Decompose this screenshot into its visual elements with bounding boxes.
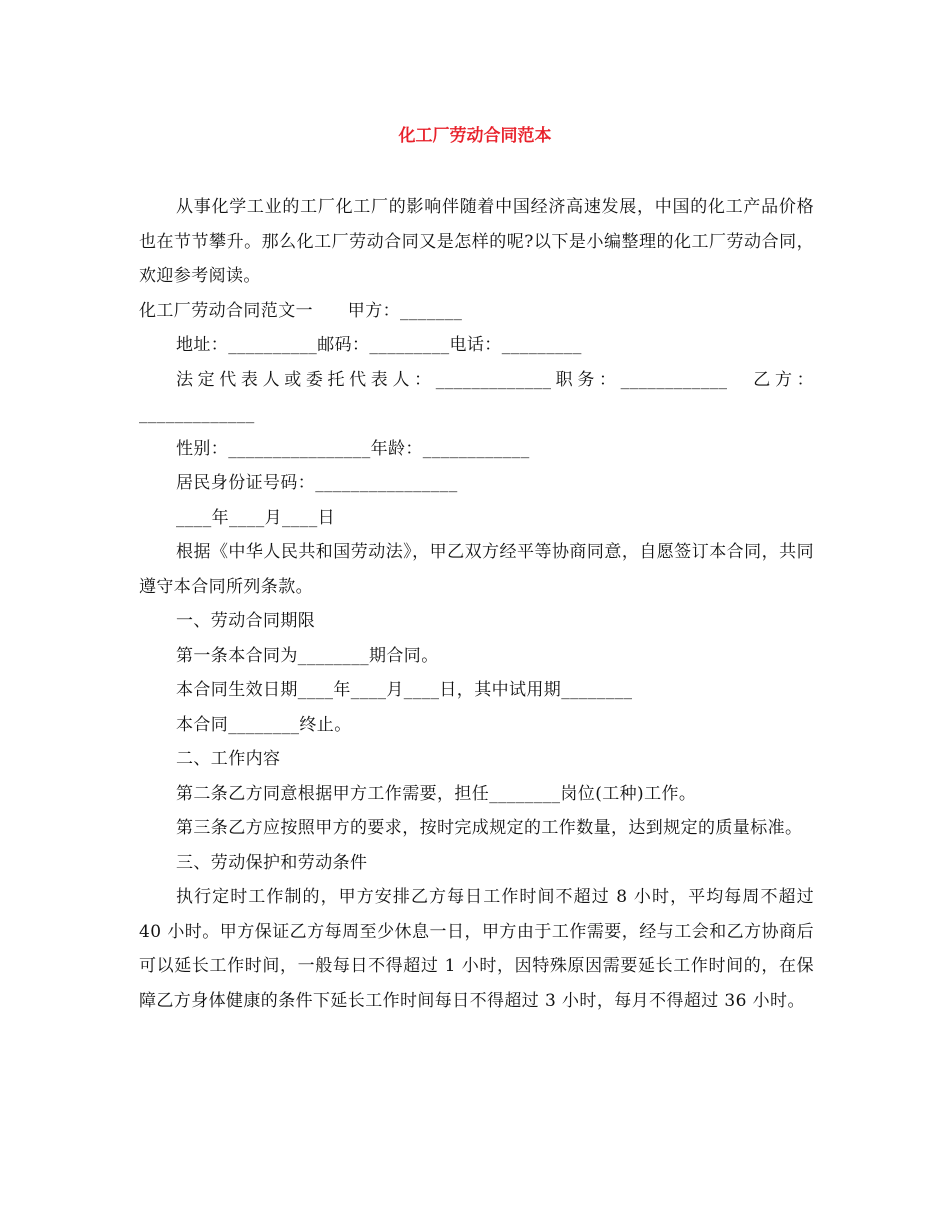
paragraph-article-2: 第二条乙方同意根据甲方工作需要，担任________岗位(工种)工作。 <box>176 783 697 804</box>
section-heading-term: 一、劳动合同期限 <box>176 611 316 631</box>
paragraph-termination: 本合同________终止。 <box>176 714 352 735</box>
paragraph-id-number: 居民身份证号码：________________ <box>176 473 458 493</box>
paragraph-date: ____年____月____日 <box>176 507 335 528</box>
paragraph-basis: 根据《中华人民共和国劳动法》，甲乙双方经平等协商同意，自愿签订本合同，共同遵守本合同所列条款。 <box>139 542 814 597</box>
section-heading-work: 二、工作内容 <box>176 749 281 769</box>
paragraph-address: 地址：__________邮码：_________电话：_________ <box>176 335 582 355</box>
paragraph-article-1: 第一条本合同为________期合同。 <box>176 645 439 666</box>
document-title: 化工厂劳动合同范本 <box>398 126 552 146</box>
paragraph-article-3: 第三条乙方应按照甲方的要求，按时完成规定的工作数量，达到规定的质量标准。 <box>176 818 803 838</box>
paragraph-intro: 从事化学工业的工厂化工厂的影响伴随着中国经济高速发展，中国的化工产品价格也在节节攀升。那么化工厂劳动合同又是怎样的呢?以下是小编整理的化工厂劳动合同，欢迎参考阅读。 <box>139 197 814 286</box>
paragraph-working-hours: 执行定时工作制的，甲方安排乙方每日工作时间不超过 8 小时，平均每周不超过 40 小时。甲方保证乙方每周至少休息一日，甲方由于工作需要，经与工会和乙方协商后可以延长工作时间，一般每日不得超过 1 小时，因特殊原因需要延长工作时间的，在保障乙方身体健康的条件下延长工作时间每日不得超过 3 小时，每月不得超过 36 小时。 <box>139 887 814 1011</box>
paragraph-gender-age: 性别：________________年龄：____________ <box>176 438 530 459</box>
paragraph-party-a: 化工厂劳动合同范文一 甲方：_______ <box>139 300 463 321</box>
paragraph-legal-rep: 法定代表人或委托代表人：_____________职务：____________ 乙方：_____________ <box>139 369 814 424</box>
paragraph-effective-date: 本合同生效日期____年____月____日，其中试用期________ <box>176 680 633 700</box>
document-body <box>139 190 814 1018</box>
section-heading-protection: 三、劳动保护和劳动条件 <box>176 852 368 873</box>
